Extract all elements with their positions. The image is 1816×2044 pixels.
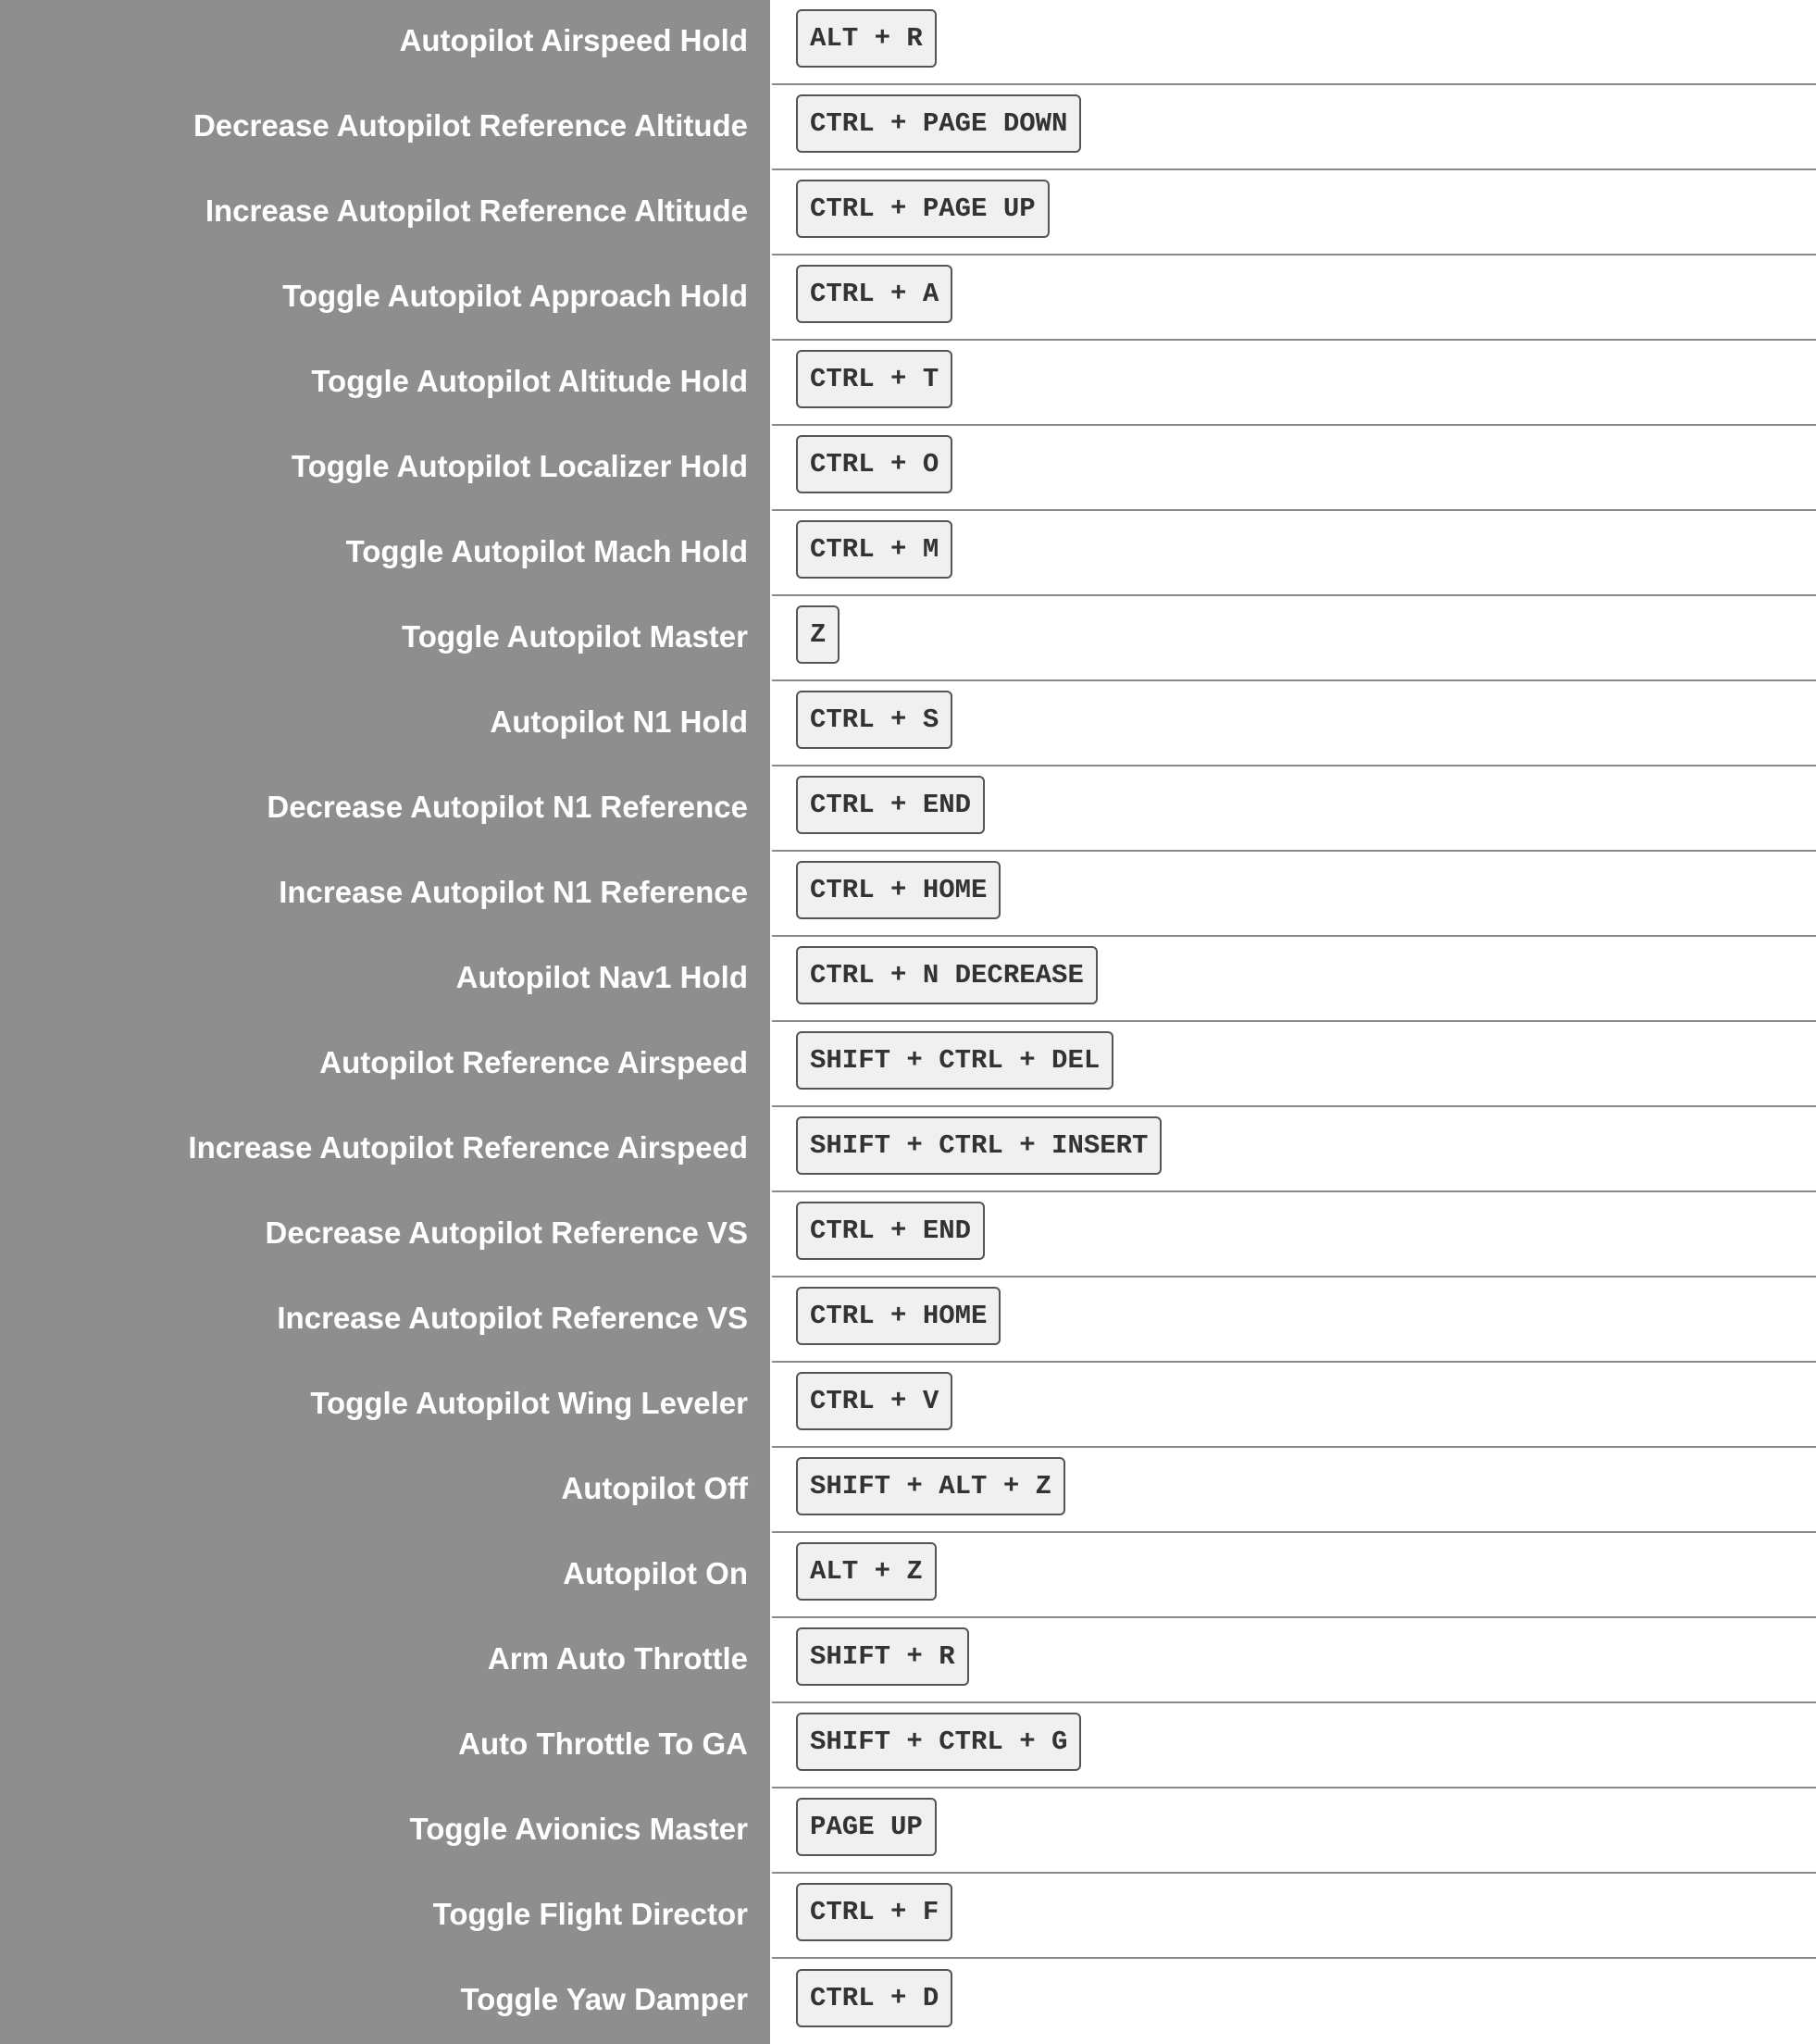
action-cell — [0, 1107, 772, 1192]
table-row — [0, 85, 1816, 170]
table-row — [0, 1874, 1816, 1959]
action-cell — [0, 766, 772, 852]
keys-cell — [772, 766, 1816, 852]
action-label: Increase Autopilot Reference VS — [277, 1301, 748, 1335]
table-row — [0, 852, 1816, 937]
table-row — [0, 170, 1816, 256]
keys-cell — [772, 1788, 1816, 1874]
keys-cell — [772, 1959, 1816, 2044]
key-combo: PAGE UP — [796, 1798, 937, 1856]
action-label: Toggle Avionics Master — [409, 1812, 748, 1846]
action-label: Toggle Autopilot Altitude Hold — [311, 364, 748, 398]
key-combo: ALT + R — [796, 9, 937, 68]
keys-cell — [772, 1703, 1816, 1788]
action-label: Toggle Autopilot Localizer Hold — [291, 449, 748, 483]
keys-cell — [772, 681, 1816, 766]
keys-cell — [772, 1448, 1816, 1533]
key-combo: CTRL + F — [796, 1883, 952, 1941]
action-cell — [0, 852, 772, 937]
action-label: Toggle Autopilot Mach Hold — [345, 534, 748, 568]
action-label: Autopilot On — [563, 1556, 748, 1590]
action-label: Toggle Flight Director — [432, 1897, 748, 1931]
keys-cell — [772, 852, 1816, 937]
action-cell — [0, 681, 772, 766]
action-cell — [0, 1788, 772, 1874]
action-cell — [0, 256, 772, 341]
table-row — [0, 766, 1816, 852]
action-label: Decrease Autopilot Reference Altitude — [193, 108, 748, 143]
action-cell — [0, 1448, 772, 1533]
table-row — [0, 1363, 1816, 1448]
keys-cell — [772, 511, 1816, 596]
key-combo: CTRL + A — [796, 265, 952, 323]
table-row — [0, 1278, 1816, 1363]
action-label: Toggle Autopilot Approach Hold — [282, 279, 748, 313]
action-label: Autopilot Airspeed Hold — [399, 23, 748, 57]
keys-cell — [772, 596, 1816, 681]
action-cell — [0, 937, 772, 1022]
table-row — [0, 1192, 1816, 1278]
table-row — [0, 426, 1816, 511]
action-label: Toggle Yaw Damper — [460, 1982, 748, 2016]
key-combo: SHIFT + CTRL + G — [796, 1713, 1081, 1771]
table-row — [0, 1533, 1816, 1618]
table-row — [0, 511, 1816, 596]
key-combo: CTRL + END — [796, 776, 985, 834]
action-label: Increase Autopilot N1 Reference — [279, 875, 748, 909]
action-cell — [0, 1959, 772, 2044]
action-cell — [0, 1533, 772, 1618]
action-label: Autopilot Off — [561, 1471, 748, 1505]
keys-cell — [772, 1533, 1816, 1618]
table-row — [0, 341, 1816, 426]
keys-cell — [772, 1022, 1816, 1107]
keys-cell — [772, 256, 1816, 341]
action-label: Autopilot Reference Airspeed — [319, 1045, 748, 1079]
key-combo: SHIFT + R — [796, 1627, 969, 1686]
keys-cell — [772, 170, 1816, 256]
table-row — [0, 1107, 1816, 1192]
action-label: Autopilot Nav1 Hold — [455, 960, 748, 994]
key-combo: CTRL + END — [796, 1202, 985, 1260]
keys-cell — [772, 0, 1816, 85]
key-combo: ALT + Z — [796, 1542, 937, 1601]
table-row — [0, 1618, 1816, 1703]
action-cell — [0, 1874, 772, 1959]
key-combo: CTRL + V — [796, 1372, 952, 1430]
keys-cell — [772, 341, 1816, 426]
action-cell — [0, 170, 772, 256]
table-row — [0, 1788, 1816, 1874]
key-combo: CTRL + S — [796, 691, 952, 749]
table-row — [0, 937, 1816, 1022]
key-combo: CTRL + PAGE UP — [796, 180, 1050, 238]
key-combo: CTRL + PAGE DOWN — [796, 94, 1081, 153]
key-combo: CTRL + T — [796, 350, 952, 408]
table-row — [0, 1448, 1816, 1533]
key-combo: CTRL + O — [796, 435, 952, 493]
action-cell — [0, 1278, 772, 1363]
action-label: Autopilot N1 Hold — [490, 704, 748, 739]
action-cell — [0, 341, 772, 426]
key-combo: CTRL + M — [796, 520, 952, 579]
action-cell — [0, 596, 772, 681]
keys-cell — [772, 85, 1816, 170]
action-cell — [0, 1703, 772, 1788]
table-row — [0, 1959, 1816, 2044]
action-cell — [0, 511, 772, 596]
key-combo: SHIFT + ALT + Z — [796, 1457, 1065, 1515]
action-cell — [0, 0, 772, 85]
action-cell — [0, 85, 772, 170]
keys-cell — [772, 1618, 1816, 1703]
keys-cell — [772, 1107, 1816, 1192]
key-combo: SHIFT + CTRL + INSERT — [796, 1116, 1162, 1175]
table-row — [0, 0, 1816, 85]
keys-cell — [772, 937, 1816, 1022]
key-combo: CTRL + D — [796, 1969, 952, 2027]
action-label: Decrease Autopilot N1 Reference — [267, 790, 748, 824]
table-row — [0, 1022, 1816, 1107]
action-label: Toggle Autopilot Wing Leveler — [310, 1386, 748, 1420]
key-combo: CTRL + HOME — [796, 1287, 1001, 1345]
keys-cell — [772, 1278, 1816, 1363]
action-label: Decrease Autopilot Reference VS — [265, 1215, 748, 1250]
table-row — [0, 596, 1816, 681]
action-cell — [0, 1363, 772, 1448]
key-combo: Z — [796, 605, 840, 664]
table-row — [0, 1703, 1816, 1788]
table-row — [0, 681, 1816, 766]
key-combo: SHIFT + CTRL + DEL — [796, 1031, 1113, 1090]
action-label: Increase Autopilot Reference Altitude — [205, 193, 748, 228]
key-combo: CTRL + HOME — [796, 861, 1001, 919]
action-label: Increase Autopilot Reference Airspeed — [188, 1130, 748, 1165]
action-cell — [0, 1192, 772, 1278]
action-label: Toggle Autopilot Master — [402, 619, 748, 654]
action-label: Auto Throttle To GA — [458, 1726, 748, 1761]
action-cell — [0, 1618, 772, 1703]
action-cell — [0, 1022, 772, 1107]
action-cell — [0, 426, 772, 511]
keys-cell — [772, 1192, 1816, 1278]
keys-cell — [772, 1874, 1816, 1959]
keys-cell — [772, 426, 1816, 511]
keys-cell — [772, 1363, 1816, 1448]
table-row — [0, 256, 1816, 341]
key-combo: CTRL + N DECREASE — [796, 946, 1098, 1004]
action-label: Arm Auto Throttle — [487, 1641, 748, 1676]
